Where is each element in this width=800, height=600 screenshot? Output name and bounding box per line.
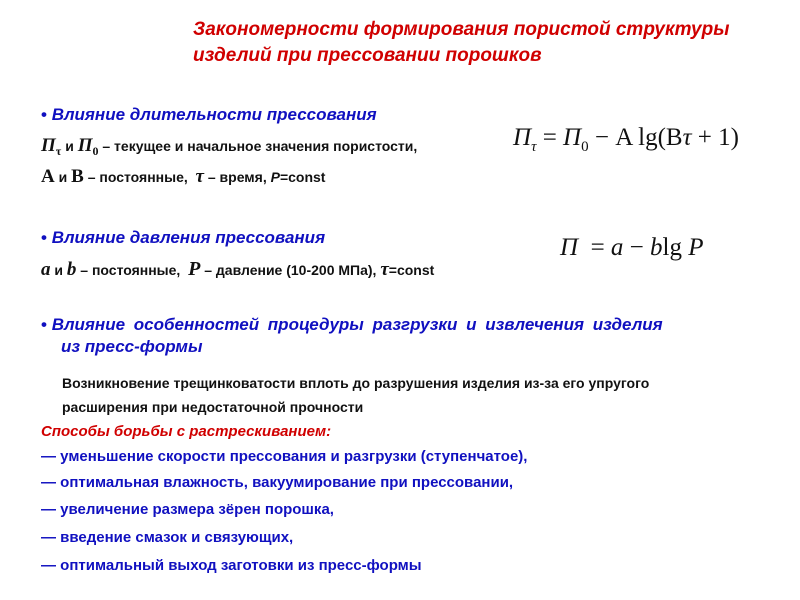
title-line-2: изделий при прессовании порошков (193, 45, 542, 66)
section-unloading-heading (41, 314, 663, 358)
dash: — (41, 529, 56, 546)
description-line-1: Возникновение трещинковатости вплоть до разрушения изделия из-за его упругого (62, 375, 650, 391)
bullet: • (41, 105, 47, 124)
description-line-2: расширения при недостаточной прочности (62, 399, 364, 415)
bullet: • (41, 228, 47, 247)
section-pressure-title: Влияние давления прессования (51, 228, 326, 247)
dash: — (41, 448, 56, 465)
section-duration-title: Влияние длительности прессования (51, 105, 377, 124)
bullet: • (41, 315, 47, 334)
list-item: — оптимальная влажность, вакуумирование при прессовании, (41, 474, 514, 491)
formula-porosity-time: $П_\tau = П_0 - A$ lg(Bτ + 1) (513, 124, 739, 155)
title-line-1: Закономерности формирования пористой структуры (193, 19, 730, 40)
section-duration-heading (41, 104, 377, 126)
section-unloading-title-1: Влияние особенностей процедуры разгрузки и извлечения изделия (51, 315, 663, 334)
list-item: — увеличение размера зёрен порошка, (41, 501, 334, 518)
section-pressure-heading (41, 227, 325, 249)
dash: — (41, 501, 56, 518)
section-unloading-title-2: из пресс-формы (61, 337, 203, 356)
section-duration-line-1: $П_\tau$ и $П_0$ – текущее и начальное значения пористости, (41, 135, 418, 158)
list-item: — уменьшение скорости прессования и разгрузки (ступенчатое), (41, 448, 528, 465)
section-pressure-line: a и b – постоянные, P – давление (10-200 МПа), τ=const (41, 258, 435, 280)
page-title (193, 17, 729, 69)
section-duration-line-2: А и В – постоянные, τ – время, P=const (41, 166, 326, 187)
formula-porosity-pressure: П = a − blg P (560, 234, 704, 261)
list-item: — введение смазок и связующих, (41, 529, 294, 546)
list-item: — оптимальный выход заготовки из пресс-формы (41, 557, 422, 574)
dash: — (41, 557, 56, 574)
section-unloading-description (62, 371, 649, 419)
dash: — (41, 474, 56, 491)
methods-heading: Способы борьбы с растрескиванием: (41, 423, 332, 440)
methods-list (41, 447, 527, 576)
